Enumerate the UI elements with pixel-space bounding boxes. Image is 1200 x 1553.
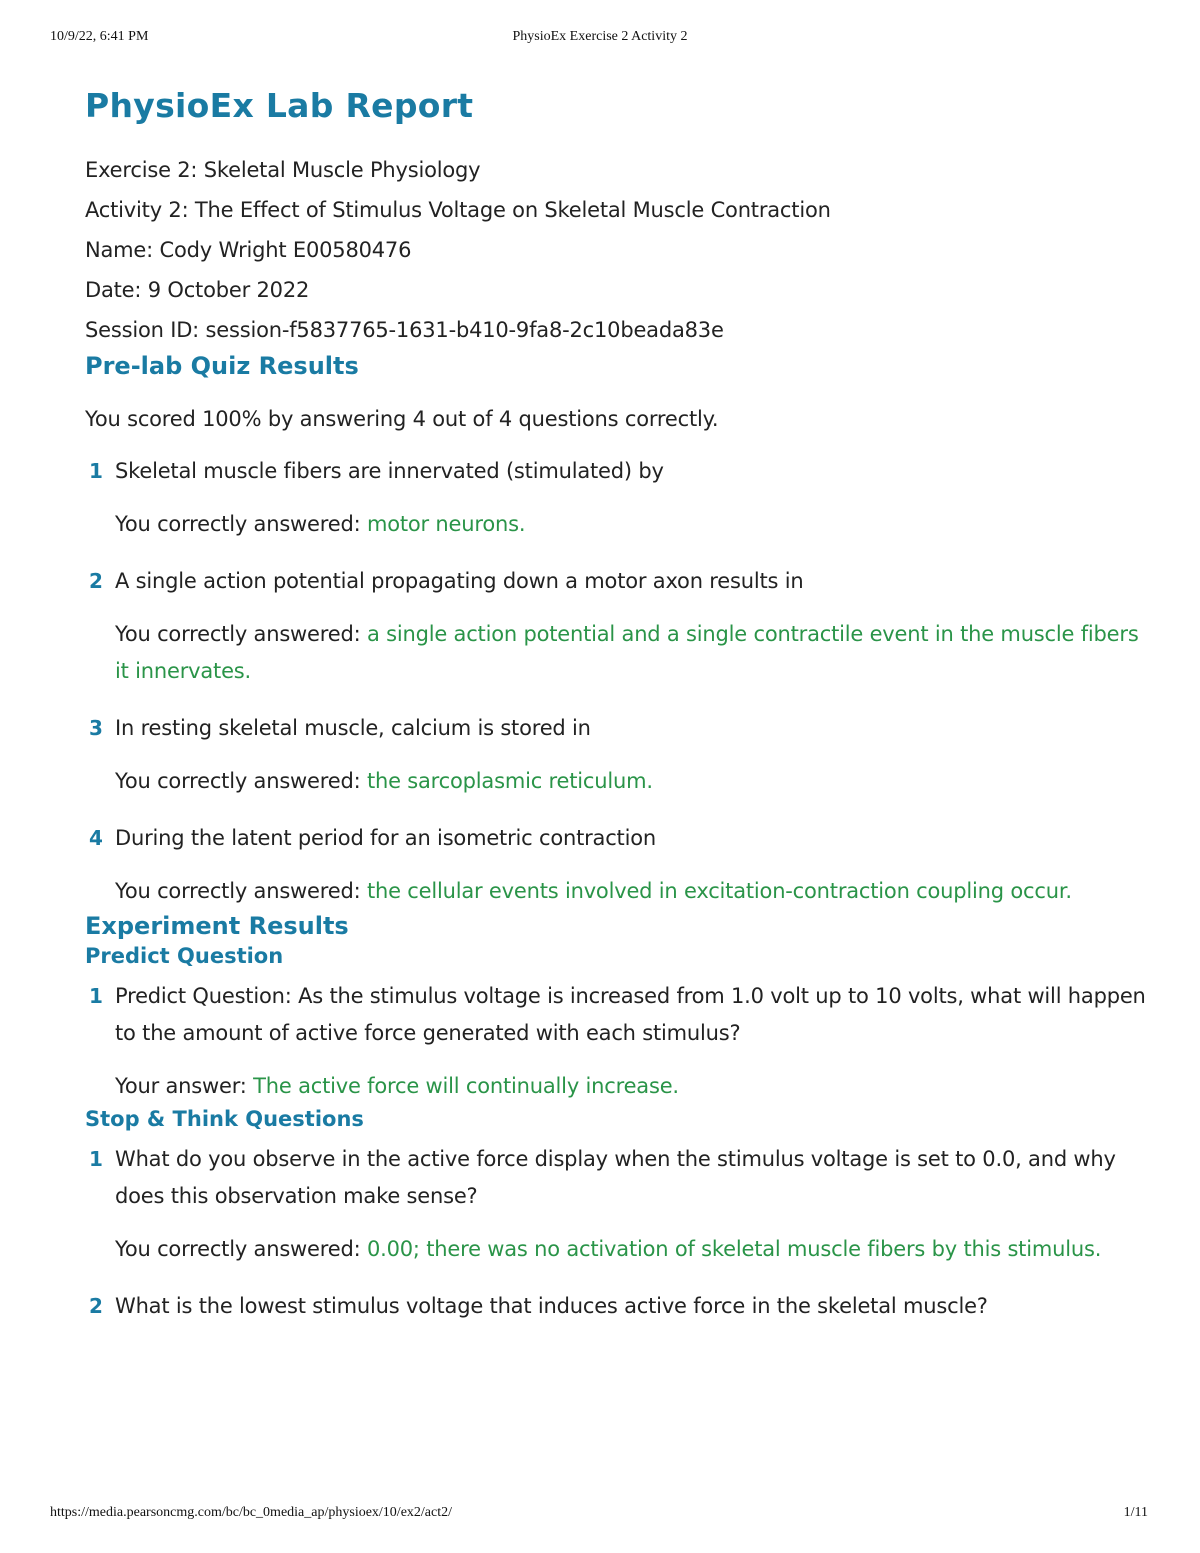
question-number: 3 — [89, 716, 103, 740]
prelab-answer-1 — [85, 506, 1155, 543]
prelab-heading: Pre-lab Quiz Results — [85, 352, 359, 380]
answer-prefix: You correctly answered: — [115, 769, 367, 793]
prelab-question-1 — [85, 453, 1155, 490]
question-text: Predict Question: As the stimulus voltage is increased from 1.0 volt up to 10 volts, what will happen to the amount of active force generated with each stimulus? — [115, 984, 1146, 1045]
page-title: PhysioEx Lab Report — [85, 86, 474, 125]
print-doc-title: PhysioEx Exercise 2 Activity 2 — [512, 29, 688, 44]
question-text: A single action potential propagating down a motor axon results in — [115, 569, 804, 593]
prelab-answer-4 — [85, 873, 1155, 910]
answer-text: a single action potential and a single contractile event in the muscle fibers it innervates. — [115, 622, 1139, 683]
question-text: What is the lowest stimulus voltage that induces active force in the skeletal muscle? — [115, 1294, 988, 1318]
question-text: What do you observe in the active force display when the stimulus voltage is set to 0.0, and why does this observation make sense? — [115, 1147, 1116, 1208]
question-text: Skeletal muscle fibers are innervated (stimulated) by — [115, 459, 664, 483]
prelab-question-3 — [85, 710, 1155, 747]
stop-think-answer-1 — [85, 1231, 1155, 1268]
question-number: 1 — [89, 459, 103, 483]
date-line: Date: 9 October 2022 — [85, 278, 310, 302]
answer-text: 0.00; there was no activation of skeletal muscle fibers by this stimulus. — [366, 1237, 1102, 1261]
prelab-answer-2 — [85, 616, 1155, 690]
question-text: In resting skeletal muscle, calcium is stored in — [115, 716, 591, 740]
stop-think-heading: Stop & Think Questions — [85, 1107, 364, 1131]
predict-answer-1 — [85, 1068, 1155, 1105]
question-text: During the latent period for an isometric contraction — [115, 826, 656, 850]
answer-prefix: You correctly answered: — [115, 879, 367, 903]
answer-prefix: You correctly answered: — [115, 1237, 367, 1261]
stop-think-question-1 — [85, 1141, 1155, 1215]
print-url: https://media.pearsoncmg.com/bc/bc_0media_ap/physioex/10/ex2/act2/ — [50, 1505, 453, 1520]
prelab-question-2 — [85, 563, 1155, 600]
predict-question-1 — [85, 978, 1155, 1052]
answer-text: the sarcoplasmic reticulum. — [366, 769, 653, 793]
prelab-question-4 — [85, 820, 1155, 857]
print-datetime: 10/9/22, 6:41 PM — [50, 29, 149, 44]
page-number: 1/11 — [1123, 1505, 1148, 1520]
stop-think-question-2 — [85, 1288, 1155, 1325]
answer-prefix: Your answer: — [115, 1074, 254, 1098]
prelab-answer-3 — [85, 763, 1155, 800]
answer-text: the cellular events involved in excitation-contraction coupling occur. — [366, 879, 1072, 903]
exercise-line: Exercise 2: Skeletal Muscle Physiology — [85, 158, 481, 182]
answer-prefix: You correctly answered: — [115, 622, 367, 646]
question-number: 1 — [89, 1147, 103, 1171]
experiment-heading: Experiment Results — [85, 912, 349, 940]
answer-text: motor neurons. — [366, 512, 526, 536]
report-meta — [85, 150, 1155, 350]
answer-text: The active force will continually increase. — [253, 1074, 679, 1098]
activity-line: Activity 2: The Effect of Stimulus Voltage on Skeletal Muscle Contraction — [85, 198, 831, 222]
question-number: 2 — [89, 569, 103, 593]
question-number: 4 — [89, 826, 103, 850]
lab-report — [85, 84, 1155, 1325]
name-line: Name: Cody Wright E00580476 — [85, 238, 412, 262]
question-number: 1 — [89, 984, 103, 1008]
predict-heading: Predict Question — [85, 944, 284, 968]
question-number: 2 — [89, 1294, 103, 1318]
answer-prefix: You correctly answered: — [115, 512, 367, 536]
session-line: Session ID: session-f5837765-1631-b410-9fa8-2c10beada83e — [85, 318, 724, 342]
prelab-score: You scored 100% by answering 4 out of 4 questions correctly. — [85, 407, 719, 431]
